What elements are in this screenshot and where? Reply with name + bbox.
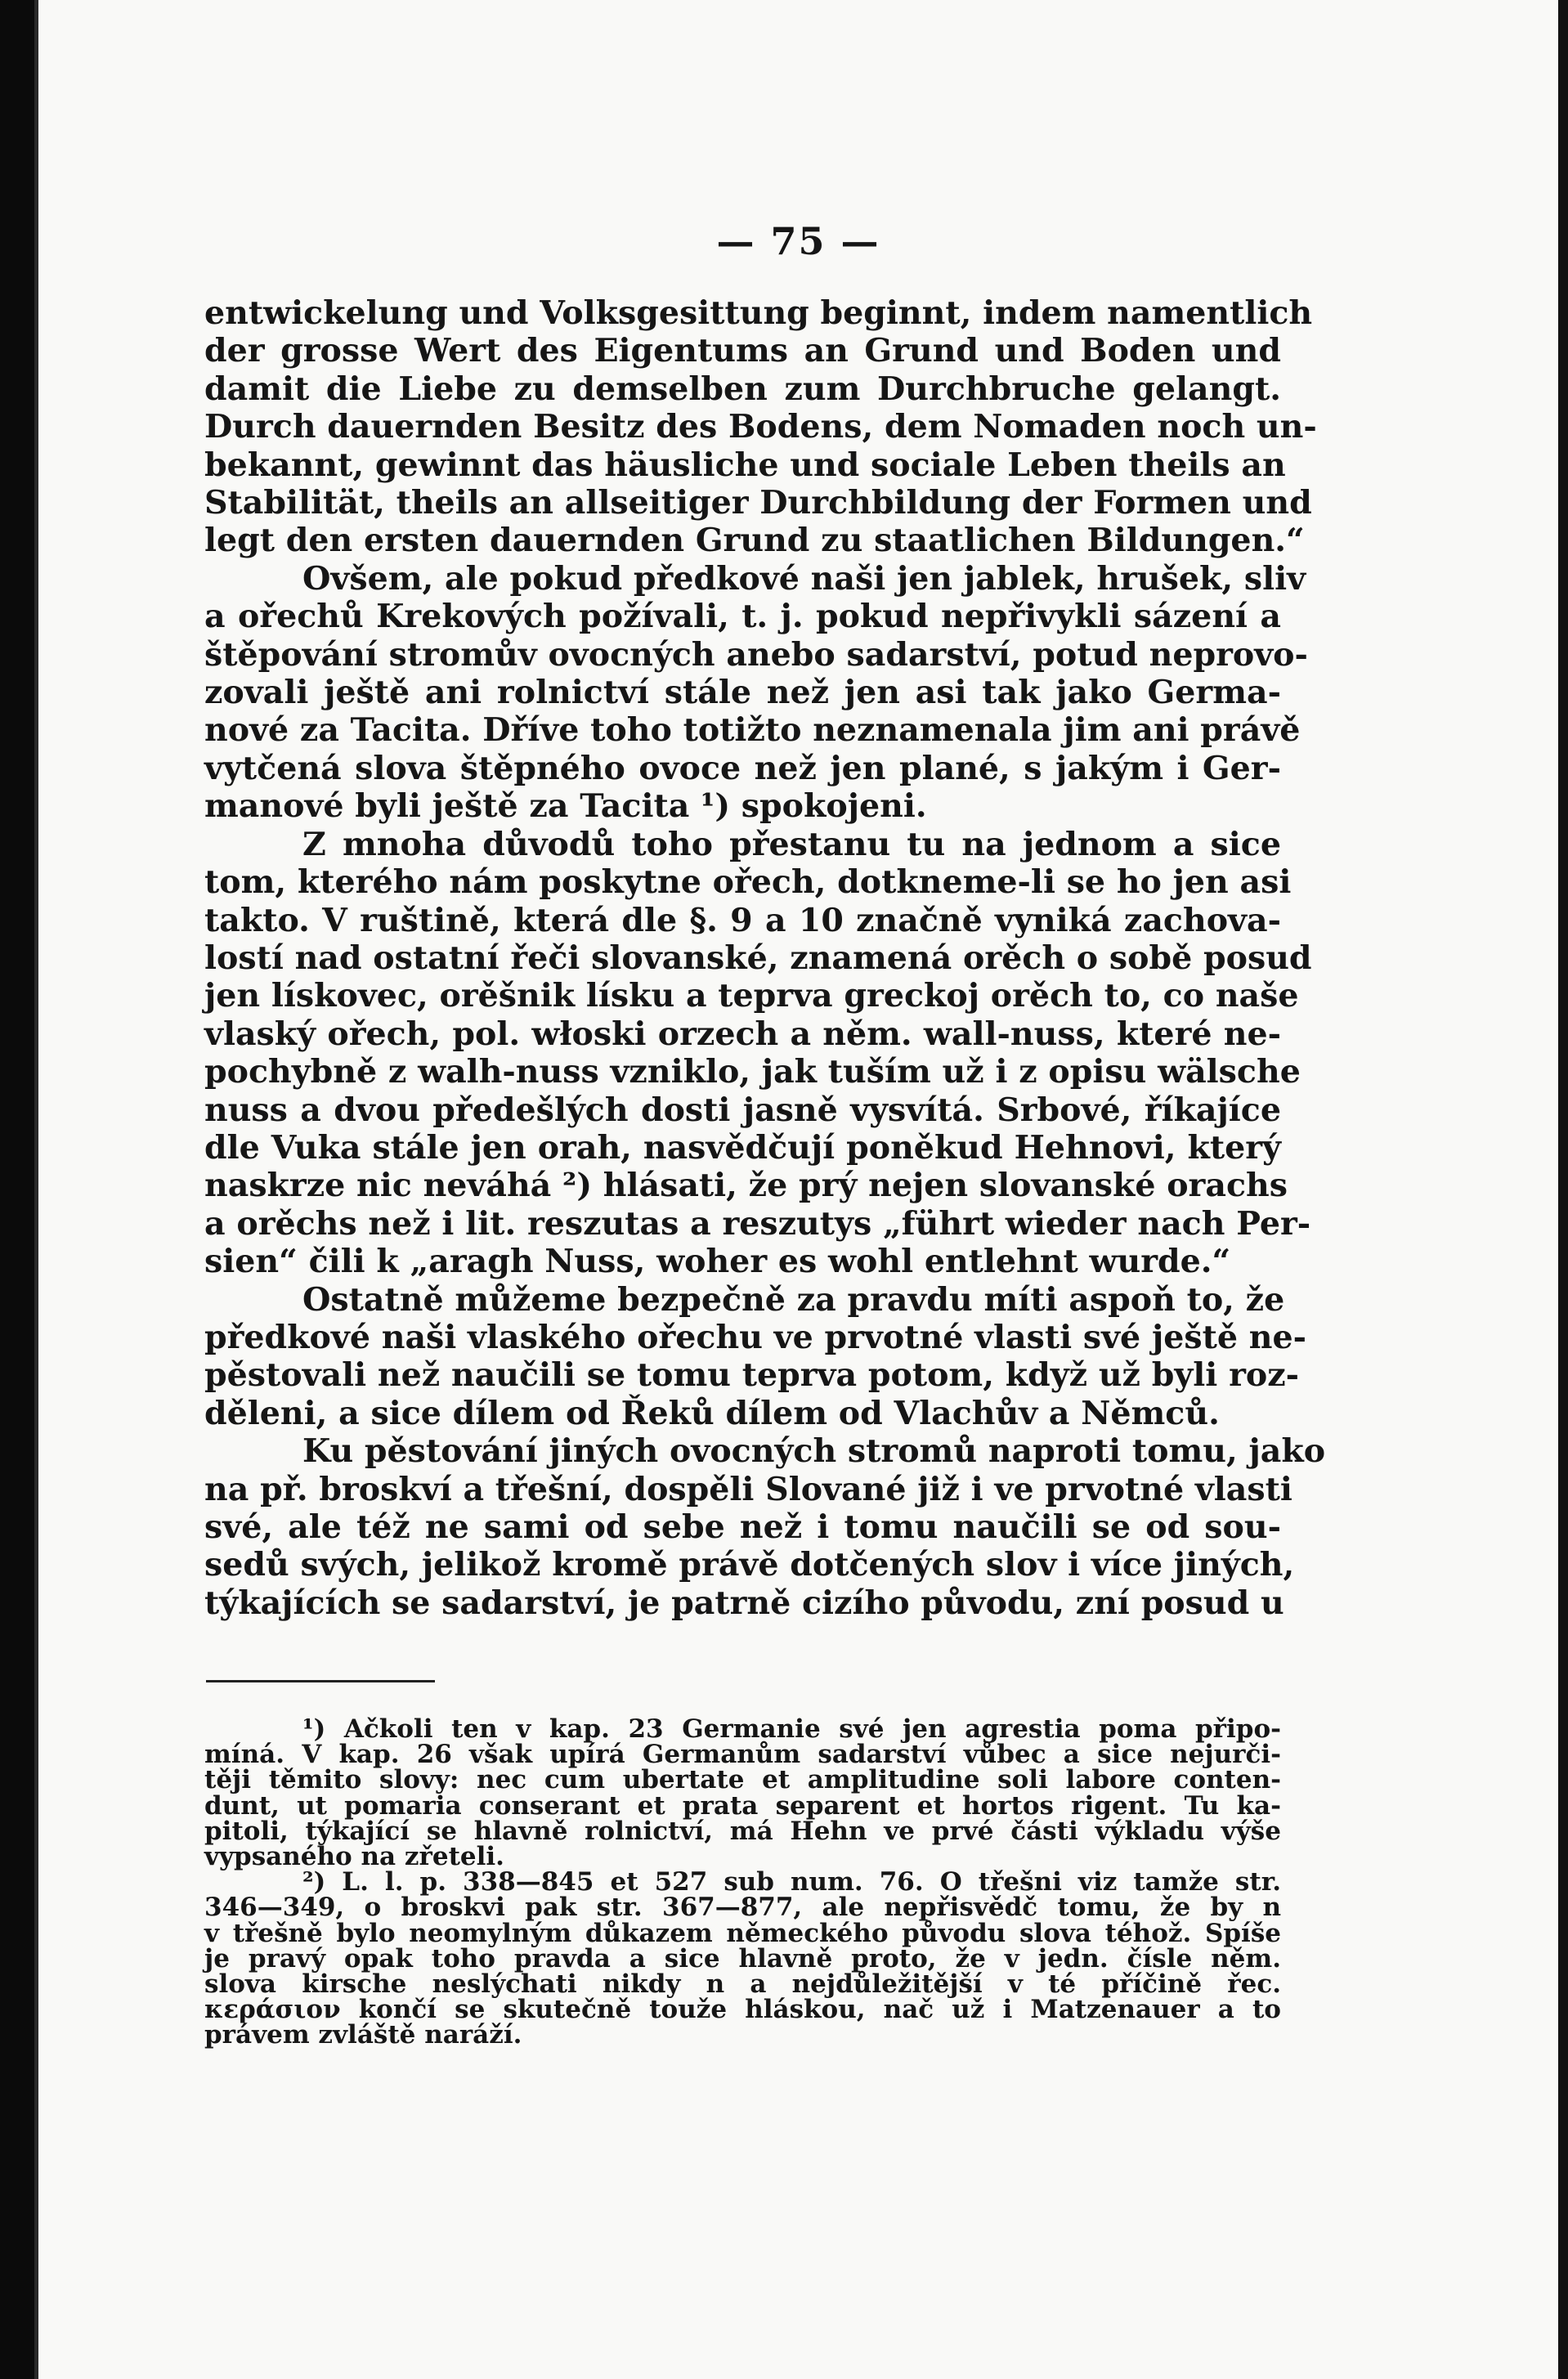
footnotes (204, 1714, 1281, 2050)
text-line: Ku pěstování jiných ovocných stromů naproti tomu, jako (302, 1432, 1326, 1471)
text-line: Ostatně můžeme bezpečně za pravdu míti aspoň to, že (302, 1280, 1285, 1319)
footnote-line: 346—349, o broskvi pak str. 367—877, ale nepřisvědč tomu, že by n (204, 1893, 1281, 1923)
text-line: Durch dauernden Besitz des Bodens, dem Nomaden noch un- (204, 408, 1317, 446)
text-line: vlaský ořech, pol. włoski orzech a něm. wall-nuss, které ne- (204, 1015, 1281, 1053)
text-line: naskrze nic neváhá ²) hlásati, že prý nejen slovanské orachs (204, 1167, 1288, 1205)
footnote-line: míná. V kap. 26 však upírá Germanům sadarství vůbec a sice nejurči- (204, 1740, 1281, 1770)
text-line: na př. broskví a třešní, dospěli Slované již i ve prvotné vlasti (204, 1470, 1292, 1508)
text-line: dle Vuka stále jen orah, nasvědčují poněkud Hehnovi, který (204, 1128, 1281, 1167)
footnote-line: vypsaného na zřeteli. (204, 1842, 504, 1872)
text-line: nuss a dvou předešlých dosti jasně vysvítá. Srbové, říkajíce (204, 1091, 1281, 1129)
footnote-line: pitoli, týkající se hlavně rolnictví, má Hehn ve prvé části výkladu výše (204, 1816, 1281, 1846)
text-line: a ořechů Krekových požívali, t. j. pokud nepřivykli sázení a (204, 598, 1281, 636)
footnote-line: ²) L. l. p. 338—845 et 527 sub num. 76. O třešni viz tamže str. (302, 1867, 1281, 1897)
text-line: legt den ersten dauernden Grund zu staatlichen Bildungen.“ (204, 522, 1305, 560)
text-line: týkajících se sadarství, je patrně cizího původu, zní posud u (204, 1584, 1284, 1622)
footnote-line: těji těmito slovy: nec cum ubertate et amplitudine soli labore conten- (204, 1765, 1281, 1795)
text-line: štěpování stromův ovocných anebo sadarství, potud neprovo- (204, 635, 1308, 674)
text-line: vytčená slova štěpného ovoce než jen plané, s jakým i Ger- (204, 749, 1281, 787)
scan-edge-left (0, 0, 34, 2379)
book-page (38, 0, 1558, 2379)
text-line: sien“ čili k „aragh Nuss, woher es wohl entlehnt wurde.“ (204, 1243, 1231, 1281)
text-line: své, ale též ne sami od sebe než i tomu naučili se od sou- (204, 1508, 1281, 1546)
text-line: damit die Liebe zu demselben zum Durchbruche gelangt. (204, 370, 1281, 408)
text-line: předkové naši vlaského ořechu ve prvotné vlasti své ještě ne- (204, 1318, 1306, 1356)
text-line: manové byli ještě za Tacita ¹) spokojeni. (204, 787, 927, 826)
footnote-line: je pravý opak toho pravda a sice hlavně proto, že v jedn. čísle něm. (204, 1943, 1281, 1974)
text-line: Ovšem, ale pokud předkové naši jen jablek, hrušek, sliv (302, 559, 1306, 598)
scan-edge-right (1558, 0, 1568, 2379)
text-line: Z mnoha důvodů toho přestanu tu na jednom a sice (302, 825, 1281, 863)
footnote-line: právem zvláště naráží. (204, 2020, 522, 2050)
text-line: takto. V ruštině, která dle §. 9 a 10 značně vyniká zachova- (204, 901, 1281, 939)
text-line: Stabilität, theils an allseitiger Durchbildung der Formen und (204, 484, 1312, 522)
footnote-line: dunt, ut pomaria conserant et prata separent et hortos rigent. Tu ka- (204, 1790, 1281, 1821)
text-line: tom, kterého nám poskytne ořech, dotkneme-li se ho jen asi (204, 863, 1292, 902)
footnote-rule (206, 1680, 435, 1682)
footnote-line: κεράσιον končí se skutečně touže hláskou, nač už i Matzenauer a to (204, 1995, 1281, 2025)
text-line: pochybně z walh-nuss vzniklo, jak tuším už i z opisu wälsche (204, 1053, 1301, 1091)
text-line: a orěchs než i lit. reszutas a reszutys „führt wieder nach Per- (204, 1204, 1311, 1243)
footnote-line: slova kirsche neslýchati nikdy n a nejdůležitější v té příčině řec. (204, 1969, 1281, 2000)
footnote-line: ¹) Ačkoli ten v kap. 23 Germanie své jen agrestia poma připo- (302, 1714, 1281, 1744)
text-line: der grosse Wert des Eigentums an Grund und Boden und (204, 332, 1281, 370)
text-line: lostí nad ostatní řeči slovanské, znamená orěch o sobě posud (204, 939, 1312, 977)
text-line: nové za Tacita. Dříve toho totižto neznamenala jim ani právě (204, 711, 1301, 750)
body-text (204, 294, 1326, 1622)
footnote-line: v třešně bylo neomylným důkazem německého původu slova téhož. Spíše (204, 1918, 1281, 1948)
page-number: — 75 — (716, 219, 880, 263)
text-line: děleni, a sice dílem od Řeků dílem od Vlachův a Němců. (204, 1394, 1220, 1432)
text-line: zovali ještě ani rolnictví stále než jen asi tak jako Germa- (204, 674, 1281, 712)
text-line: entwickelung und Volksgesittung beginnt, indem namentlich (204, 294, 1313, 332)
text-line: bekannt, gewinnt das häusliche und sociale Leben theils an (204, 446, 1286, 484)
text-line: jen lískovec, orěšnik lísku a teprva greckoj orěch to, co naše (204, 977, 1299, 1015)
text-line: pěstovali než naučili se tomu teprva potom, když už byli roz- (204, 1356, 1300, 1395)
text-line: sedů svých, jelikož kromě právě dotčených slov i více jiných, (204, 1546, 1295, 1584)
